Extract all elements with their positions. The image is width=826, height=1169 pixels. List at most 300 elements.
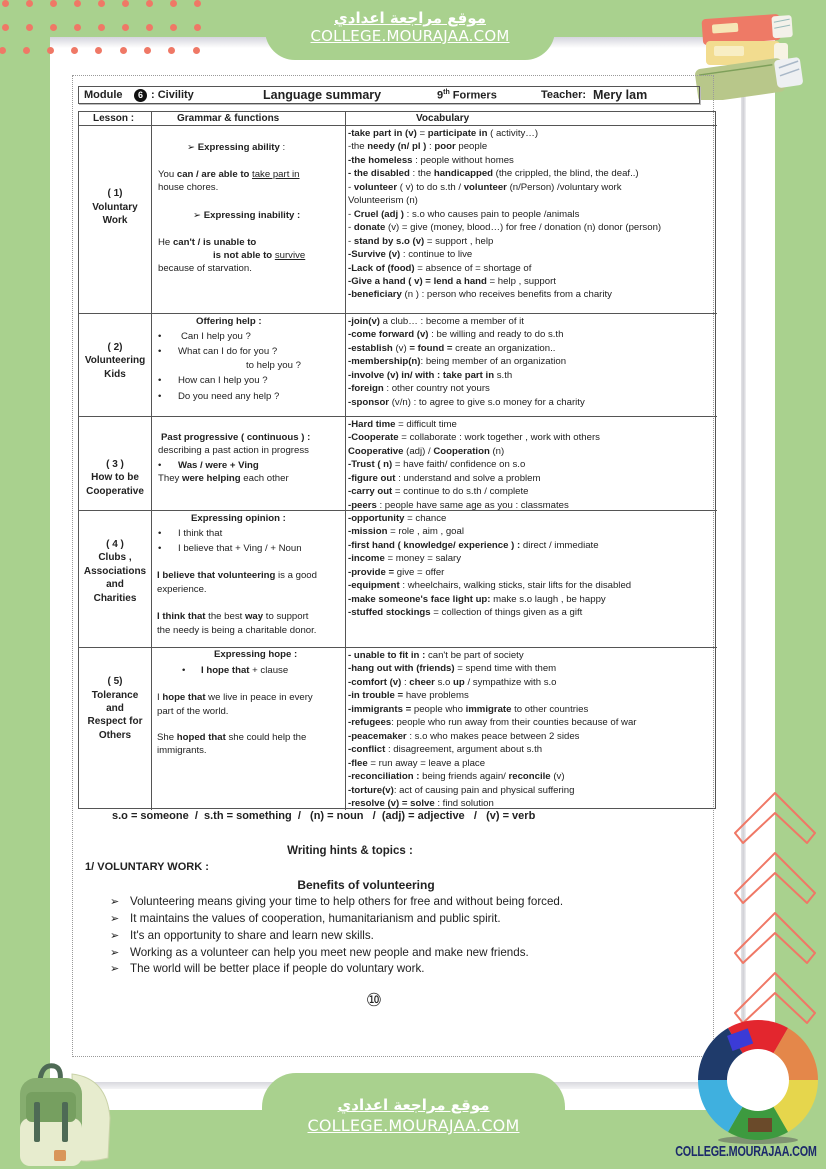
text-segment: make s.o laugh , be happy: [490, 593, 606, 605]
text-segment: = continue to do s.th / complete: [392, 486, 529, 498]
text-segment: I: [157, 692, 163, 703]
text-segment: we live in peace in every: [205, 692, 313, 703]
dot-icon: [50, 0, 57, 7]
column-header-vocabulary: Vocabulary: [346, 112, 717, 126]
text-segment: -carry out: [348, 486, 393, 498]
lesson-title: How to be: [91, 472, 139, 483]
text-segment: needy (n/ pl ): [367, 141, 427, 153]
text-segment: : s.o who makes peace between 2 sides: [406, 730, 580, 742]
text-segment: : be willing and ready to do s.th: [428, 329, 564, 341]
grammar-example: [157, 583, 207, 596]
grammar-example: [158, 262, 252, 275]
text-segment: -involve (v) in/ with : take part in: [348, 369, 495, 381]
text-segment: : the: [409, 168, 434, 180]
text-segment: -flee: [348, 757, 368, 769]
text-segment: Offering help :: [196, 316, 262, 327]
dot-icon: [193, 47, 200, 54]
vocab-line: [348, 288, 717, 301]
text-segment: hope that: [162, 692, 206, 703]
text-segment: reconcile: [508, 771, 551, 783]
benefit-text: It's an opportunity to share and learn new skills.: [130, 929, 374, 942]
grammar-rule: [178, 459, 259, 472]
dot-icon: [74, 0, 81, 7]
text-segment: :: [279, 142, 286, 153]
vocab-line: [348, 181, 717, 194]
text-segment: / sympathize with s.o: [464, 676, 557, 688]
text-segment: -Survive (v): [348, 249, 401, 261]
text-segment: : wheelchairs, walking sticks, stair lifts for the disabled: [399, 580, 632, 592]
text-segment: were helping: [182, 473, 241, 484]
footer-banner[interactable]: [262, 1073, 565, 1169]
dot-icon: [122, 24, 129, 31]
text-segment: being friends again/: [419, 771, 509, 783]
writing-hints-title: Writing hints & topics :: [287, 845, 413, 857]
site-logo-icon: [694, 1018, 822, 1146]
dot-icon: [2, 0, 9, 7]
vocab-line: [348, 315, 717, 328]
grammar-example: [213, 249, 305, 262]
chevrons-icon: [730, 788, 822, 1033]
text-segment: -Lack of (food): [348, 262, 415, 274]
text-segment: -Give a hand ( v) = lend a hand: [348, 275, 487, 287]
lesson-cell: [79, 314, 152, 417]
text-segment: Volunteerism (n): [348, 195, 418, 207]
text-segment: give = offer: [394, 566, 445, 578]
lesson-title: Tolerance: [91, 690, 139, 701]
benefit-text: It maintains the values of cooperation, humanitarianism and public spirit.: [130, 912, 501, 925]
vocab-line: [348, 485, 717, 498]
vocab-line: [348, 797, 717, 810]
text-segment: Cruel (adj ): [353, 208, 404, 220]
vocab-line: [348, 593, 717, 606]
text-segment: : understand and solve a problem: [395, 472, 541, 484]
text-segment: survive: [274, 250, 306, 261]
text-segment: donate: [353, 222, 386, 234]
text-segment: : people have same age as you : classmates: [376, 499, 569, 511]
lesson-title: Kids: [104, 369, 126, 380]
vocab-line: [348, 431, 717, 444]
lesson-number: ( 3 ): [106, 459, 124, 470]
level-number: 9: [437, 89, 444, 102]
grammar-heading: [161, 431, 310, 444]
text-segment: can't be part of society: [425, 650, 524, 661]
module-label: Module: [84, 89, 123, 101]
vocab-line: [348, 396, 717, 409]
arrow-bullet-icon: ➢: [110, 896, 120, 908]
vocab-line: [348, 167, 717, 180]
lesson-title: Cooperative: [86, 486, 144, 497]
page-number: ⑩: [365, 990, 383, 1011]
benefit-item: [110, 962, 425, 975]
text-segment: -provide =: [348, 566, 395, 578]
vocab-line: [348, 743, 717, 756]
text-segment: -membership(n): [348, 356, 421, 368]
text-segment: house chores.: [158, 182, 219, 193]
text-segment: volunteer: [353, 181, 398, 193]
vocab-line: [348, 208, 717, 221]
dot-icon: [0, 47, 6, 54]
vocab-line: [348, 355, 717, 368]
grammar-cell: [152, 511, 346, 648]
dot-icon: [47, 47, 54, 54]
dot-icon: [170, 24, 177, 31]
vocab-line: [348, 127, 717, 140]
text-segment: = chance: [404, 513, 447, 524]
dot-icon: [146, 24, 153, 31]
bullet-icon: •: [158, 543, 162, 554]
text-segment: -comfort (v): [348, 676, 402, 688]
grammar-heading: [196, 315, 262, 328]
text-segment: -foreign: [348, 383, 384, 395]
benefit-item: [110, 946, 529, 959]
text-segment: : people who run away from their counties because of war: [391, 717, 637, 729]
bullet-icon: •: [158, 346, 162, 357]
text-segment: -Hard time: [348, 419, 396, 430]
lesson-title: Others: [98, 730, 132, 741]
text-segment: = difficult time: [395, 419, 457, 430]
text-segment: because of starvation.: [158, 263, 252, 274]
text-segment: each other: [240, 473, 289, 484]
logo-caption: COLLEGE.MOURAJAA.COM: [675, 1143, 817, 1160]
text-segment: - the disabled: [348, 168, 410, 180]
text-segment: (v) = give (money, blood…) for free / donation (n) donor (person): [385, 222, 662, 234]
text-segment: s.th: [494, 369, 513, 381]
vocab-line: [348, 275, 717, 288]
vocab-line: [348, 757, 717, 770]
text-segment: volunteering: [217, 570, 276, 581]
arrow-bullet-icon: ➢: [110, 963, 120, 975]
vocab-line: [348, 235, 717, 248]
text-segment: -Trust ( n): [348, 459, 393, 471]
text-segment: -hang out with (friends): [348, 663, 455, 675]
text-segment: -resolve (v) = solve: [348, 797, 435, 809]
text-segment: -sponsor: [348, 396, 390, 408]
footer-banner-arabic[interactable]: موقع مراجعة اعدادي: [337, 1096, 490, 1114]
text-segment: immigrants.: [157, 745, 207, 756]
bullet-icon: •: [158, 460, 162, 471]
lesson-title: Associations: [83, 566, 147, 577]
grammar-example: [157, 569, 317, 582]
arrow-bullet-icon: ➢: [110, 930, 120, 942]
text-segment: ( v) to do s.th /: [397, 181, 464, 193]
grammar-example: [157, 624, 316, 637]
text-segment: I believe that + Ving / + Noun: [178, 543, 302, 554]
text-segment: :: [426, 141, 435, 153]
text-segment: -: [348, 208, 354, 220]
text-segment: : disagreement, argument about s.th: [385, 744, 543, 756]
vocabulary-cell: [346, 126, 717, 314]
text-segment: -Cooperate: [348, 432, 399, 444]
vocab-line: [348, 689, 717, 702]
footer-banner-url[interactable]: COLLEGE.MOURAJAA.COM: [307, 1116, 520, 1135]
text-segment: -stuffed stockings: [348, 607, 431, 619]
benefit-item: [110, 929, 374, 942]
grammar-cell: [152, 126, 346, 314]
text-segment: =: [416, 128, 428, 139]
dot-icon: [146, 0, 153, 7]
text-segment: people: [455, 141, 488, 153]
text-segment: : find solution: [434, 797, 494, 809]
text-segment: : act of causing pain and physical suffering: [393, 784, 575, 796]
grammar-heading: [191, 512, 286, 525]
site-banner-url[interactable]: COLLEGE.MOURAJAA.COM: [310, 27, 510, 45]
text-segment: -equipment: [348, 580, 400, 592]
text-segment: (v): [392, 342, 410, 354]
text-segment: Cooperative: [348, 445, 404, 457]
benefit-text: Working as a volunteer can help you meet new people and make new friends.: [130, 946, 529, 959]
lesson-cell: [79, 126, 152, 314]
text-segment: = spend time with them: [454, 663, 557, 675]
writing-topic-title: 1/ VOLUNTARY WORK :: [85, 861, 209, 873]
text-segment: = help , support: [486, 275, 556, 287]
text-segment: to support: [263, 611, 309, 622]
vocab-line: [348, 716, 717, 729]
vocab-line: [348, 382, 717, 395]
text-segment: How can I help you ?: [178, 375, 268, 386]
text-segment: handicapped: [433, 168, 494, 180]
text-segment: -peacemaker: [348, 730, 407, 742]
site-banner[interactable]: [265, 0, 555, 60]
text-segment: = have faith/ confidence on s.o: [392, 459, 526, 471]
vocab-line: [348, 512, 717, 525]
text-segment: = found =: [409, 342, 453, 354]
text-segment: I think that: [157, 611, 206, 622]
text-segment: -first hand ( knowledge/ experience ) :: [348, 539, 521, 551]
level-suffix: th: [443, 89, 450, 96]
text-segment: the best: [205, 611, 245, 622]
text-segment: -opportunity: [348, 513, 405, 524]
dot-icon: [26, 0, 33, 7]
vocab-line: [348, 194, 717, 207]
dot-icon: [194, 24, 201, 31]
text-segment: is a good: [275, 570, 317, 581]
grammar-heading: [214, 648, 297, 661]
text-segment: -torture(v): [348, 784, 394, 796]
benefit-text: Volunteering means giving your time to help others for free and without being forced.: [130, 895, 564, 908]
text-segment: describing a past action in progress: [158, 445, 309, 456]
text-segment: ( activity…): [487, 128, 539, 139]
text-segment: What can I do for you ?: [178, 346, 278, 357]
text-segment: -reconciliation :: [348, 771, 420, 783]
vocab-line: [348, 342, 717, 355]
text-segment: -peers: [348, 499, 377, 511]
grammar-heading: [187, 141, 285, 154]
bullet-icon: •: [158, 528, 162, 539]
text-segment: -join(v): [348, 316, 380, 327]
lesson-title: and: [106, 703, 124, 714]
text-segment: Expressing hope :: [214, 649, 298, 660]
grammar-example: [178, 374, 268, 387]
text-segment: -conflict: [348, 744, 386, 756]
text-segment: take part in: [252, 169, 300, 180]
text-segment: = role , aim , goal: [387, 526, 464, 538]
grammar-cell: [152, 314, 346, 417]
text-segment: up: [453, 676, 465, 688]
grammar-rule: [201, 664, 288, 677]
dot-icon: [120, 47, 127, 54]
lesson-title: Clubs ,: [98, 552, 132, 563]
grammar-heading: [193, 209, 300, 222]
text-segment: s.o: [434, 676, 454, 688]
lesson-number: ( 1): [107, 188, 123, 199]
text-segment: -establish: [348, 342, 393, 354]
grammar-example: [157, 705, 228, 718]
text-segment: You: [158, 169, 177, 180]
vocab-line: [348, 662, 717, 675]
text-segment: Was / were + Ving: [178, 460, 259, 471]
grammar-example: [157, 744, 207, 757]
lesson-number: ( 5): [107, 676, 123, 687]
text-segment: -beneficiary: [348, 289, 402, 301]
text-segment: I think that: [178, 528, 223, 539]
text-segment: -income: [348, 553, 385, 565]
text-segment: have problems: [403, 690, 469, 702]
text-segment: -: [348, 222, 354, 234]
text-segment: : s.o who causes pain to people /animals: [403, 208, 580, 220]
text-segment: to other countries: [511, 703, 589, 715]
bullet-icon: •: [158, 375, 162, 386]
abbreviation-legend: s.o = someone / s.th = something / (n) = noun / (adj) = adjective / (v) = verb: [112, 810, 536, 822]
grammar-example: [158, 444, 309, 457]
vocab-line: [348, 154, 717, 167]
text-segment: (n/Person) /voluntary work: [506, 181, 622, 193]
text-segment: ➢: [193, 210, 204, 221]
text-segment: He: [158, 237, 173, 248]
arrow-bullet-icon: ➢: [110, 947, 120, 959]
text-segment: immigrate: [465, 703, 512, 715]
grammar-example: [158, 181, 218, 194]
dot-icon: [98, 24, 105, 31]
grammar-example: [178, 542, 302, 555]
dot-icon: [23, 47, 30, 54]
text-segment: + clause: [249, 665, 289, 676]
text-segment: = collaborate : work together , work with others: [398, 432, 600, 444]
benefits-title: Benefits of volunteering: [297, 878, 435, 892]
text-segment: = money = salary: [384, 553, 462, 565]
grammar-example: [158, 236, 256, 249]
grammar-cell: [152, 648, 346, 810]
text-segment: participate in: [427, 128, 488, 139]
level: [437, 89, 497, 102]
text-segment: poor: [434, 141, 456, 153]
text-segment: I believe that: [157, 570, 216, 581]
text-segment: cheer: [409, 676, 435, 688]
text-segment: -mission: [348, 526, 388, 538]
text-segment: = absence of = shortage of: [414, 262, 532, 274]
text-segment: ➢: [187, 142, 198, 153]
vocab-line: [348, 552, 717, 565]
grammar-cell: [152, 417, 346, 511]
text-segment: -take part in (v): [348, 128, 417, 139]
lesson-title: Charities: [93, 593, 137, 604]
lesson-number: ( 4 ): [106, 539, 124, 550]
document-title: Language summary: [263, 88, 382, 102]
text-segment: :: [401, 676, 410, 688]
lesson-title: Work: [102, 215, 128, 226]
grammar-example: [157, 691, 313, 704]
grammar-example: [157, 610, 308, 623]
dot-icon: [26, 24, 33, 31]
vocab-line: [348, 730, 717, 743]
text-segment: (v): [550, 771, 565, 783]
text-segment: Expressing ability: [197, 142, 280, 153]
bullet-icon: •: [182, 665, 186, 676]
text-segment: Do you need any help ?: [178, 391, 280, 402]
text-segment: create an organization..: [452, 342, 556, 354]
text-segment: : people without homes: [412, 154, 514, 166]
bullet-icon: •: [158, 391, 162, 402]
benefit-item: [110, 912, 501, 925]
text-segment: Expressing inability :: [203, 210, 301, 221]
vocab-line: [348, 328, 717, 341]
vocab-line: [348, 784, 717, 797]
text-segment: : continue to live: [400, 249, 473, 261]
text-segment: = support , help: [424, 235, 494, 247]
vocab-line: [348, 525, 717, 538]
benefit-text: The world will be better place if people do voluntary work.: [130, 962, 425, 975]
column-header-lesson: Lesson :: [79, 112, 152, 126]
dot-icon: [95, 47, 102, 54]
text-segment: a club… : become a member of it: [379, 316, 524, 327]
arrow-bullet-icon: ➢: [110, 913, 120, 925]
text-segment: she could help the: [225, 732, 307, 743]
vocab-line: [348, 606, 717, 619]
text-segment: -refugees: [348, 717, 392, 729]
text-segment: = collection of things given as a gift: [430, 607, 583, 619]
text-segment: = run away = leave a place: [367, 757, 486, 769]
grammar-example: [158, 168, 300, 181]
text-segment: -come forward (v): [348, 329, 429, 341]
lesson-title: Volunteering: [84, 355, 146, 366]
dot-icon: [170, 0, 177, 7]
vocab-line: [348, 703, 717, 716]
text-segment: : being member of an organization: [420, 356, 567, 368]
vocab-line: [348, 539, 717, 552]
vocab-line: [348, 566, 717, 579]
grammar-example: [178, 527, 222, 540]
text-segment: They: [158, 473, 182, 484]
text-segment: (n ) : person who receives benefits from a charity: [401, 289, 612, 301]
site-banner-arabic[interactable]: موقع مراجعة اعدادي: [334, 9, 486, 27]
vocab-line: [348, 248, 717, 261]
teacher-name: Mery lam: [593, 88, 648, 102]
bullet-icon: •: [158, 331, 162, 342]
benefit-item: [110, 895, 563, 908]
text-segment: (adj) /: [403, 445, 434, 457]
text-segment: -figure out: [348, 472, 396, 484]
grammar-example: [246, 359, 301, 372]
lesson-number: ( 2): [107, 342, 123, 353]
vocab-line: [348, 445, 717, 458]
text-segment: can't / is unable to: [172, 237, 257, 248]
lesson-title: Voluntary: [92, 202, 138, 213]
vocabulary-cell: [346, 314, 717, 417]
grammar-example: [178, 345, 277, 358]
text-segment: can / are able to: [176, 169, 250, 180]
text-segment: part of the world.: [157, 706, 229, 717]
text-segment: (v/n) : to agree to give s.o money for a charity: [389, 396, 585, 408]
lesson-cell: [79, 417, 152, 511]
text-segment: the needy is being a charitable donor.: [157, 625, 317, 636]
text-segment: -in trouble =: [348, 690, 404, 702]
module-number-badge: 6: [134, 89, 147, 102]
dot-icon: [2, 24, 9, 31]
text-segment: -the homeless: [348, 154, 413, 166]
lesson-cell: [79, 511, 152, 648]
vocab-line: [348, 770, 717, 783]
grammar-example: [158, 472, 289, 485]
vocab-line: [348, 676, 717, 689]
